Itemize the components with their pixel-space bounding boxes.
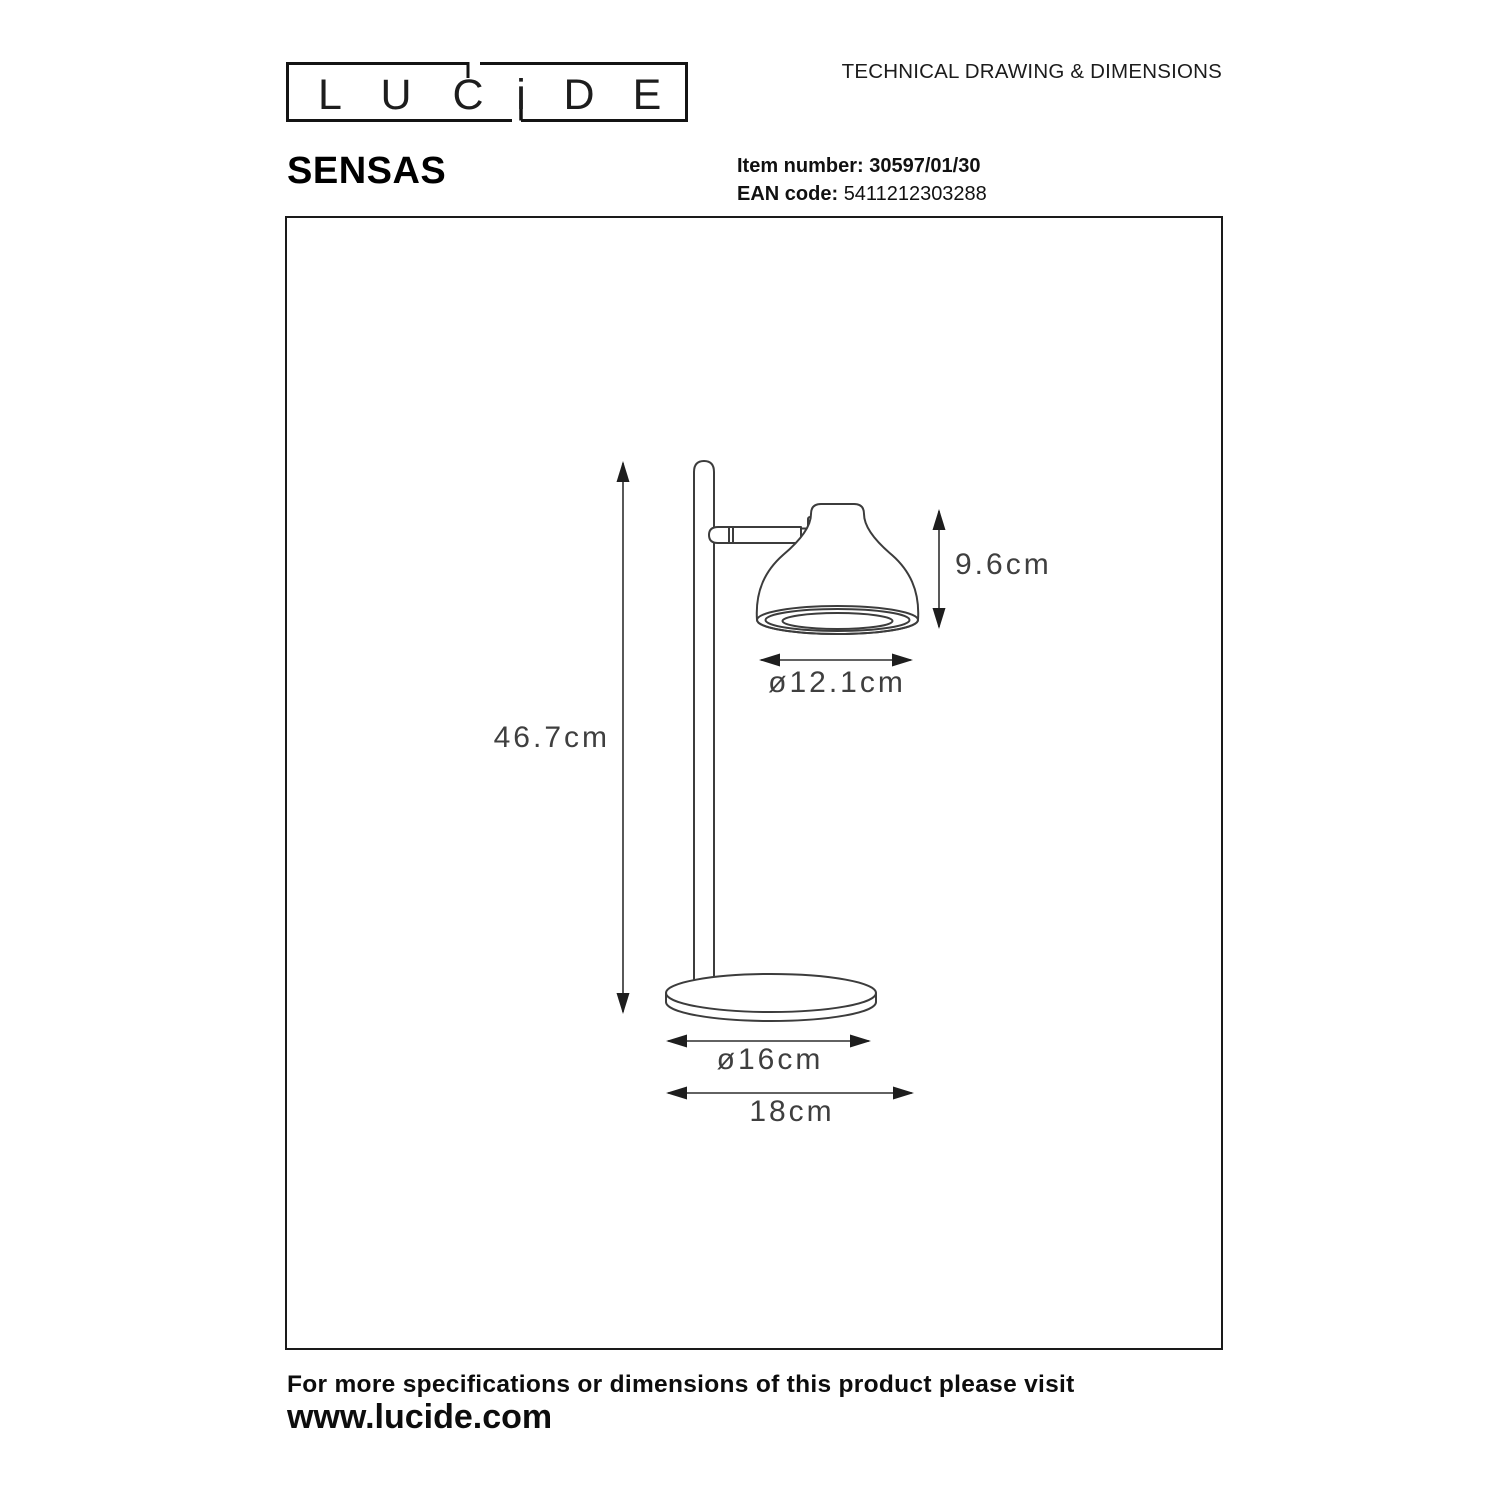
logo-letter-u: U bbox=[380, 71, 412, 119]
logo-letter-l: L bbox=[318, 71, 342, 119]
item-number-line bbox=[737, 155, 980, 178]
document-title: TECHNICAL DRAWING & DIMENSIONS bbox=[841, 60, 1222, 83]
dim-label-total-height: 46.7cm bbox=[493, 721, 610, 754]
lamp-head bbox=[757, 504, 918, 634]
ean-code-line bbox=[737, 183, 987, 206]
base-top bbox=[666, 974, 876, 1012]
lamp-arm bbox=[709, 527, 801, 543]
logo-letter-c: C bbox=[452, 71, 484, 119]
dim-label-base-diameter: ø16cm bbox=[716, 1043, 824, 1076]
footer-note: For more specifications or dimensions of this product please visit bbox=[287, 1371, 1075, 1398]
logo-letter-i: i bbox=[516, 71, 526, 119]
logo-letters bbox=[318, 71, 661, 119]
ean-code-value: 5411212303288 bbox=[843, 183, 987, 205]
drawing-frame bbox=[285, 216, 1223, 1350]
item-number-value: 30597/01/30 bbox=[869, 155, 981, 177]
logo-letter-e: E bbox=[632, 71, 662, 119]
dim-label-head-height: 9.6cm bbox=[955, 548, 1052, 581]
dim-label-total-width: 18cm bbox=[749, 1095, 835, 1128]
ean-code-label: EAN code: bbox=[737, 183, 839, 205]
lucide-logo bbox=[286, 62, 688, 123]
logo-letter-d: D bbox=[563, 71, 595, 119]
item-number-label: Item number: bbox=[737, 155, 864, 177]
product-name: SENSAS bbox=[287, 150, 447, 192]
footer-website: www.lucide.com bbox=[287, 1398, 553, 1436]
lamp-technical-drawing bbox=[287, 218, 1221, 1348]
dim-label-head-diameter: ø12.1cm bbox=[768, 666, 906, 699]
logo-border bbox=[288, 64, 687, 121]
